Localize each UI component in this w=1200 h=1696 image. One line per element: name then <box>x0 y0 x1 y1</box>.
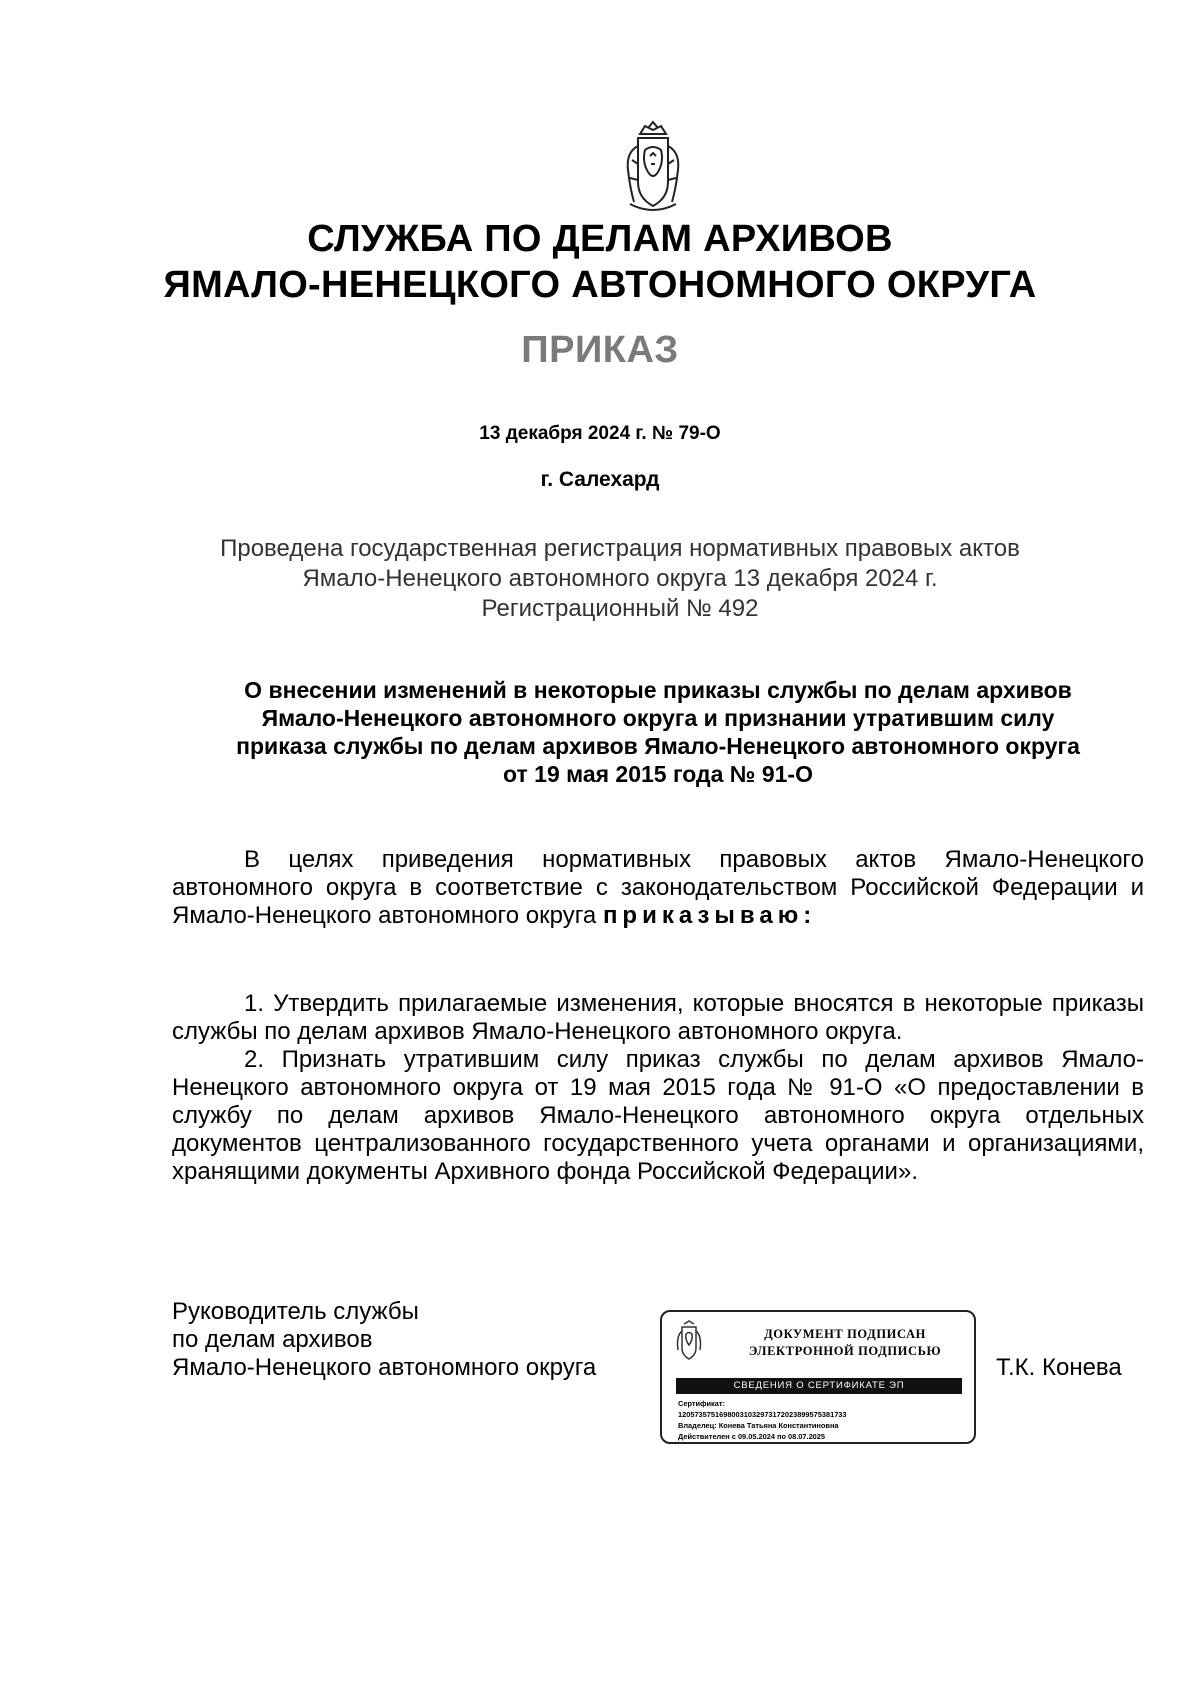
stamp-title-line: ЭЛЕКТРОННОЙ ПОДПИСЬЮ <box>748 1344 942 1358</box>
organization-name-line1: СЛУЖБА ПО ДЕЛАМ АРХИВОВ <box>307 218 893 260</box>
electronic-signature-stamp <box>660 1310 976 1444</box>
signer-position-line: Руководитель службы <box>172 1298 419 1325</box>
registration-note <box>180 534 1060 624</box>
preamble-paragraph <box>172 846 1144 930</box>
document-title <box>168 676 1148 788</box>
organization-name-line2: ЯМАЛО-НЕНЕЦКОГО АВТОНОМНОГО ОКРУГА <box>163 264 1037 306</box>
order-item-1: 1. Утвердить прилагаемые изменения, которые вносятся в некоторые приказы службы по делам архивов Ямало-Ненецкого автономного округа. <box>172 990 1144 1045</box>
date-and-number: 13 декабря 2024 г. № 79-О <box>479 423 721 444</box>
stamp-cert-label: Сертификат: <box>678 1399 725 1408</box>
stamp-certificate-details <box>678 1398 968 1442</box>
signer-name: Т.К. Конева <box>996 1354 1122 1381</box>
title-line: от 19 мая 2015 года № 91-О <box>503 761 813 787</box>
registration-line: Проведена государственная регистрация нормативных правовых актов <box>220 535 1020 562</box>
order-items <box>172 990 1144 1186</box>
stamp-certificate-bar: СВЕДЕНИЯ О СЕРТИФИКАТЕ ЭП <box>676 1378 962 1394</box>
city: г. Салехард <box>540 468 660 491</box>
title-line: О внесении изменений в некоторые приказы службы по делам архивов <box>244 677 1072 703</box>
stamp-title <box>724 1326 966 1360</box>
preamble-text: В целях приведения нормативных правовых актов Ямало-Ненецкого автономного округа в соответствие с законодательством Российской Федерации и Ямало-Ненецкого автономного округа <box>172 846 1144 929</box>
stamp-title-line: ДОКУМЕНТ ПОДПИСАН <box>764 1327 926 1341</box>
coat-of-arms-icon <box>618 120 688 216</box>
registration-line: Ямало-Ненецкого автономного округа 13 декабря 2024 г. <box>302 565 938 592</box>
signer-position-line: по делам архивов <box>172 1326 373 1353</box>
signer-position <box>172 1298 596 1382</box>
stamp-cert-number: 12057357516980031032973172023899575381733 <box>678 1410 847 1419</box>
title-line: приказа службы по делам архивов Ямало-Ненецкого автономного округа <box>236 733 1080 759</box>
document-type: ПРИКАЗ <box>521 329 679 371</box>
order-item-2: 2. Признать утратившим силу приказ службы по делам архивов Ямало-Ненецкого автономного округа от 19 мая 2015 года № 91-О «О предоставлении в службу по делам архивов Ямало-Ненецкого автономного округа отдельных документов централизованного государственного учета органами и организациями, хранящими документы Архивного фонда Российской Федерации». <box>172 1046 1144 1185</box>
registration-line: Регистрационный № 492 <box>481 595 759 622</box>
stamp-valid-period: Действителен с 09.05.2024 по 08.07.2025 <box>678 1432 826 1441</box>
title-line: Ямало-Ненецкого автономного округа и признании утратившим силу <box>261 705 1055 731</box>
stamp-emblem-icon <box>674 1320 704 1362</box>
signer-position-line: Ямало-Ненецкого автономного округа <box>172 1354 597 1381</box>
stamp-owner: Владелец: Конева Татьяна Константиновна <box>678 1421 839 1430</box>
order-command: приказываю: <box>602 902 817 929</box>
